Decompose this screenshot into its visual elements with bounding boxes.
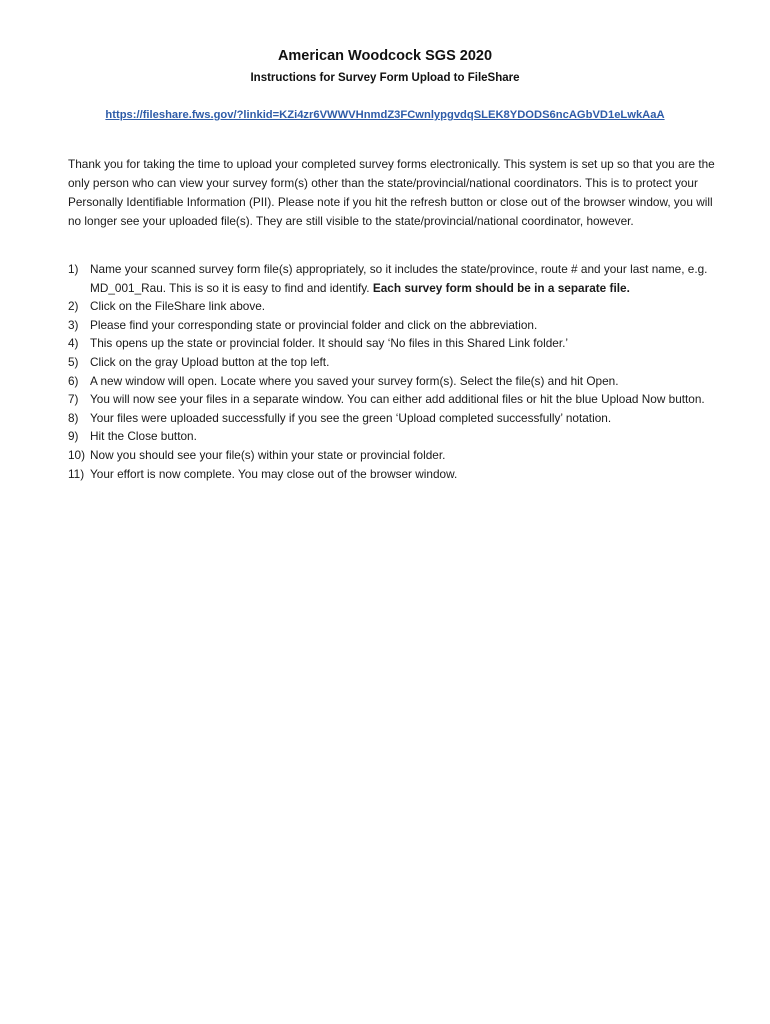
step-number: 11)	[68, 466, 85, 481]
document-title: American Woodcock SGS 2020	[277, 48, 493, 64]
document-subtitle: Instructions for Survey Form Upload to FileShare	[250, 72, 520, 84]
step-number: 7)	[68, 392, 79, 407]
step-4	[68, 334, 730, 353]
step-number: 2)	[68, 299, 79, 314]
step-text: Your files were uploaded successfully if you see the green ‘Upload completed successfully’ notation.	[90, 410, 612, 425]
step-text: Your effort is now complete. You may close out of the browser window.	[90, 466, 458, 481]
fileshare-link[interactable]: https://fileshare.fws.gov/?linkid=KZi4zr6VWWVHnmdZ3FCwnlypgvdqSLEK8YDODS6ncAGbVD1eLwkAaA	[105, 109, 665, 121]
step-number: 10)	[68, 447, 86, 462]
step-text: You will now see your files in a separate window. You can either add additional files or hit the blue Upload Now button.	[90, 392, 705, 407]
step-text: Click on the FileShare link above.	[90, 299, 266, 314]
step-text: Please find your corresponding state or provincial folder and click on the abbreviation.	[90, 317, 538, 332]
step-number: 3)	[68, 317, 79, 332]
step-9	[68, 427, 730, 446]
step-text: Click on the gray Upload button at the top left.	[90, 354, 330, 369]
intro-paragraph: Thank you for taking the time to upload your completed survey forms electronically. This system is set up so that you are the only person who can view your survey form(s) other than the state/provincial/national coordinators. This is to protect your Personally Identifiable Information (PII). Please note if you hit the refresh button or close out of the browser window, you will no longer see your uploaded file(s). They are still visible to the state/provincial/national coordinator, however.	[68, 157, 715, 228]
step-7	[68, 390, 730, 409]
step-number: 6)	[68, 373, 79, 388]
step-text: This opens up the state or provincial folder. It should say ‘No files in this Shared Link folder.’	[90, 336, 569, 351]
step-6	[68, 372, 730, 391]
step-text: A new window will open. Locate where you saved your survey form(s). Select the file(s) and hit Open.	[90, 373, 619, 388]
step-text: Now you should see your file(s) within your state or provincial folder.	[90, 447, 446, 462]
step-3	[68, 316, 730, 335]
step-text: Hit the Close button.	[90, 429, 197, 444]
step-number: 8)	[68, 410, 79, 425]
step-number: 9)	[68, 429, 79, 444]
step-number: 4)	[68, 336, 79, 351]
instruction-steps	[68, 260, 730, 483]
step-5	[68, 353, 730, 372]
step-number: 1)	[68, 262, 79, 276]
step-2	[68, 297, 730, 316]
step-11	[68, 465, 730, 484]
step-text: Name your scanned survey form file(s) appropriately, so it includes the state/province, route # and your last name, e.g. MD_001_Rau. This is so it is easy to find and identify.	[90, 262, 708, 295]
step-10	[68, 446, 730, 465]
step-8	[68, 409, 730, 428]
step-number: 5)	[68, 354, 79, 369]
step-1	[68, 260, 730, 297]
step-emphasis: Each survey form should be in a separate file.	[372, 280, 630, 295]
